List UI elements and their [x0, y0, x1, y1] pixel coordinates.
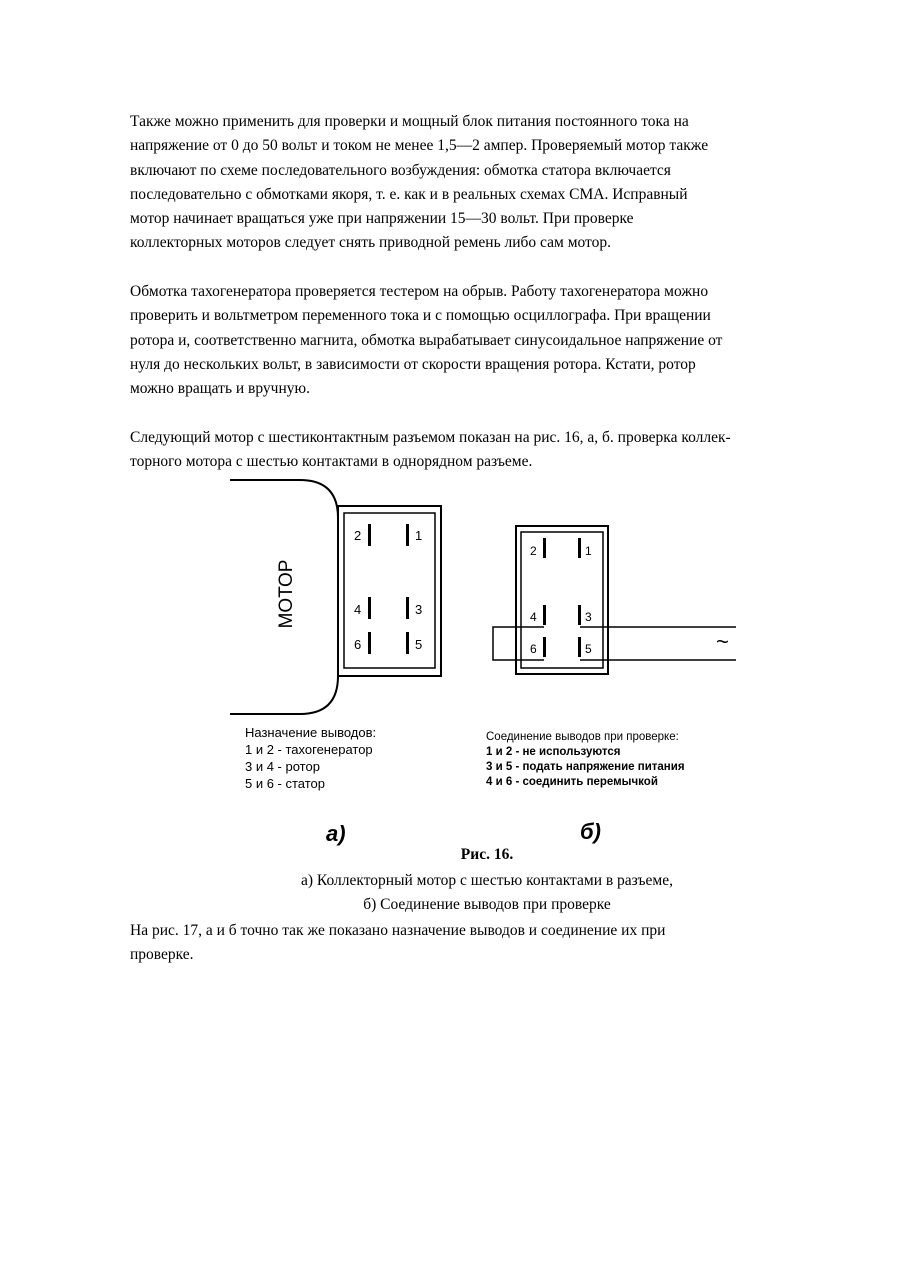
- pin-label-a: 4: [354, 602, 362, 617]
- legend-b-item: 3 и 5 - подать напряжение питания: [486, 761, 685, 773]
- paragraph-2: [130, 280, 850, 401]
- legend-a-item: 5 и 6 - статор: [245, 776, 326, 791]
- ac-symbol: ~: [716, 629, 729, 654]
- pin-label-b: 6: [530, 642, 537, 656]
- pin-2-a: [368, 524, 371, 546]
- pin-label-a: 5: [415, 637, 423, 652]
- text-line: проверке.: [130, 946, 194, 964]
- pin-label-b: 4: [530, 610, 537, 624]
- wiring-diagram: [0, 470, 909, 850]
- sublabel-a: а): [326, 821, 346, 846]
- text-line: можно вращать и вручную.: [130, 380, 310, 398]
- sublabel-b: б): [580, 819, 601, 844]
- pin-2-b: [543, 538, 546, 558]
- text-line: торного мотора с шестью контактами в однорядном разъеме.: [130, 453, 533, 471]
- pin-label-b: 2: [530, 544, 537, 558]
- pin-6-a: [368, 632, 371, 654]
- text-line: нуля до нескольких вольт, в зависимости от скорости вращения ротора. Кстати, ротор: [130, 355, 696, 373]
- text-line: Также можно применить для проверки и мощный блок питания постоянного тока на: [130, 113, 689, 130]
- paragraph-4: [130, 919, 850, 968]
- text-line: напряжение от 0 до 50 вольт и током не менее 1,5—2 ампер. Проверяемый мотор также: [130, 137, 709, 155]
- pin-label-a: 2: [354, 528, 362, 543]
- text-line: включают по схеме последовательного возбуждения: обмотка статора включается: [130, 161, 671, 179]
- pin-5-a: [406, 632, 409, 654]
- pin-4-b: [543, 605, 546, 625]
- motor-label: МОТОР: [276, 559, 297, 629]
- pin-label-b: 5: [585, 642, 592, 656]
- pin-1-a: [406, 524, 409, 546]
- pin-1-b: [578, 538, 581, 558]
- figure-caption-line: а) Коллекторный мотор с шестью контактами в разъеме,: [301, 872, 673, 889]
- pin-label-a: 6: [354, 637, 362, 652]
- text-line: проверить и вольтметром переменного тока и с помощью осциллографа. При вращении: [130, 307, 711, 325]
- text-line: коллекторных моторов следует снять приводной ремень либо сам мотор.: [130, 234, 611, 252]
- legend-a-item: 3 и 4 - ротор: [245, 759, 320, 774]
- legend-b-item: 4 и 6 - соединить перемычкой: [486, 776, 658, 788]
- pin-label-a: 1: [415, 528, 423, 543]
- pin-label-b: 1: [585, 544, 592, 558]
- pin-3-b: [578, 605, 581, 625]
- figure-caption-line: б) Соединение выводов при проверке: [363, 896, 611, 913]
- legend-b-title: Соединение выводов при проверке:: [486, 731, 679, 743]
- legend-a-item: 1 и 2 - тахогенератор: [245, 742, 373, 757]
- paragraph-1: [130, 110, 850, 256]
- text-line: Обмотка тахогенератора проверяется тестером на обрыв. Работу тахогенератора можно: [130, 283, 709, 300]
- text-line: мотор начинает вращаться уже при напряжении 15—30 вольт. При проверке: [130, 210, 634, 228]
- text-line: последовательно с обмотками якоря, т. е. как и в реальных схемах СМА. Исправный: [130, 185, 688, 203]
- legend-a-title: Назначение выводов:: [245, 725, 377, 740]
- text-line: ротора и, соответственно магнита, обмотка вырабатывает синусоидальное напряжение от: [130, 331, 723, 349]
- legend-b-item: 1 и 2 - не используются: [486, 746, 621, 758]
- pin-6-b: [543, 637, 546, 657]
- text-line: Следующий мотор с шестиконтактным разъемом показан на рис. 16, а, б. проверка коллек-: [130, 429, 731, 446]
- figure-16: [0, 470, 909, 850]
- pin-5-b: [578, 637, 581, 657]
- pin-label-a: 3: [415, 602, 423, 617]
- figure-caption-title: Рис. 16.: [460, 846, 514, 863]
- pin-3-a: [406, 597, 409, 619]
- pin-4-a: [368, 597, 371, 619]
- paragraph-3: [130, 426, 850, 475]
- pin-label-b: 3: [585, 610, 592, 624]
- text-line: На рис. 17, а и б точно так же показано назначение выводов и соединение их при: [130, 922, 666, 939]
